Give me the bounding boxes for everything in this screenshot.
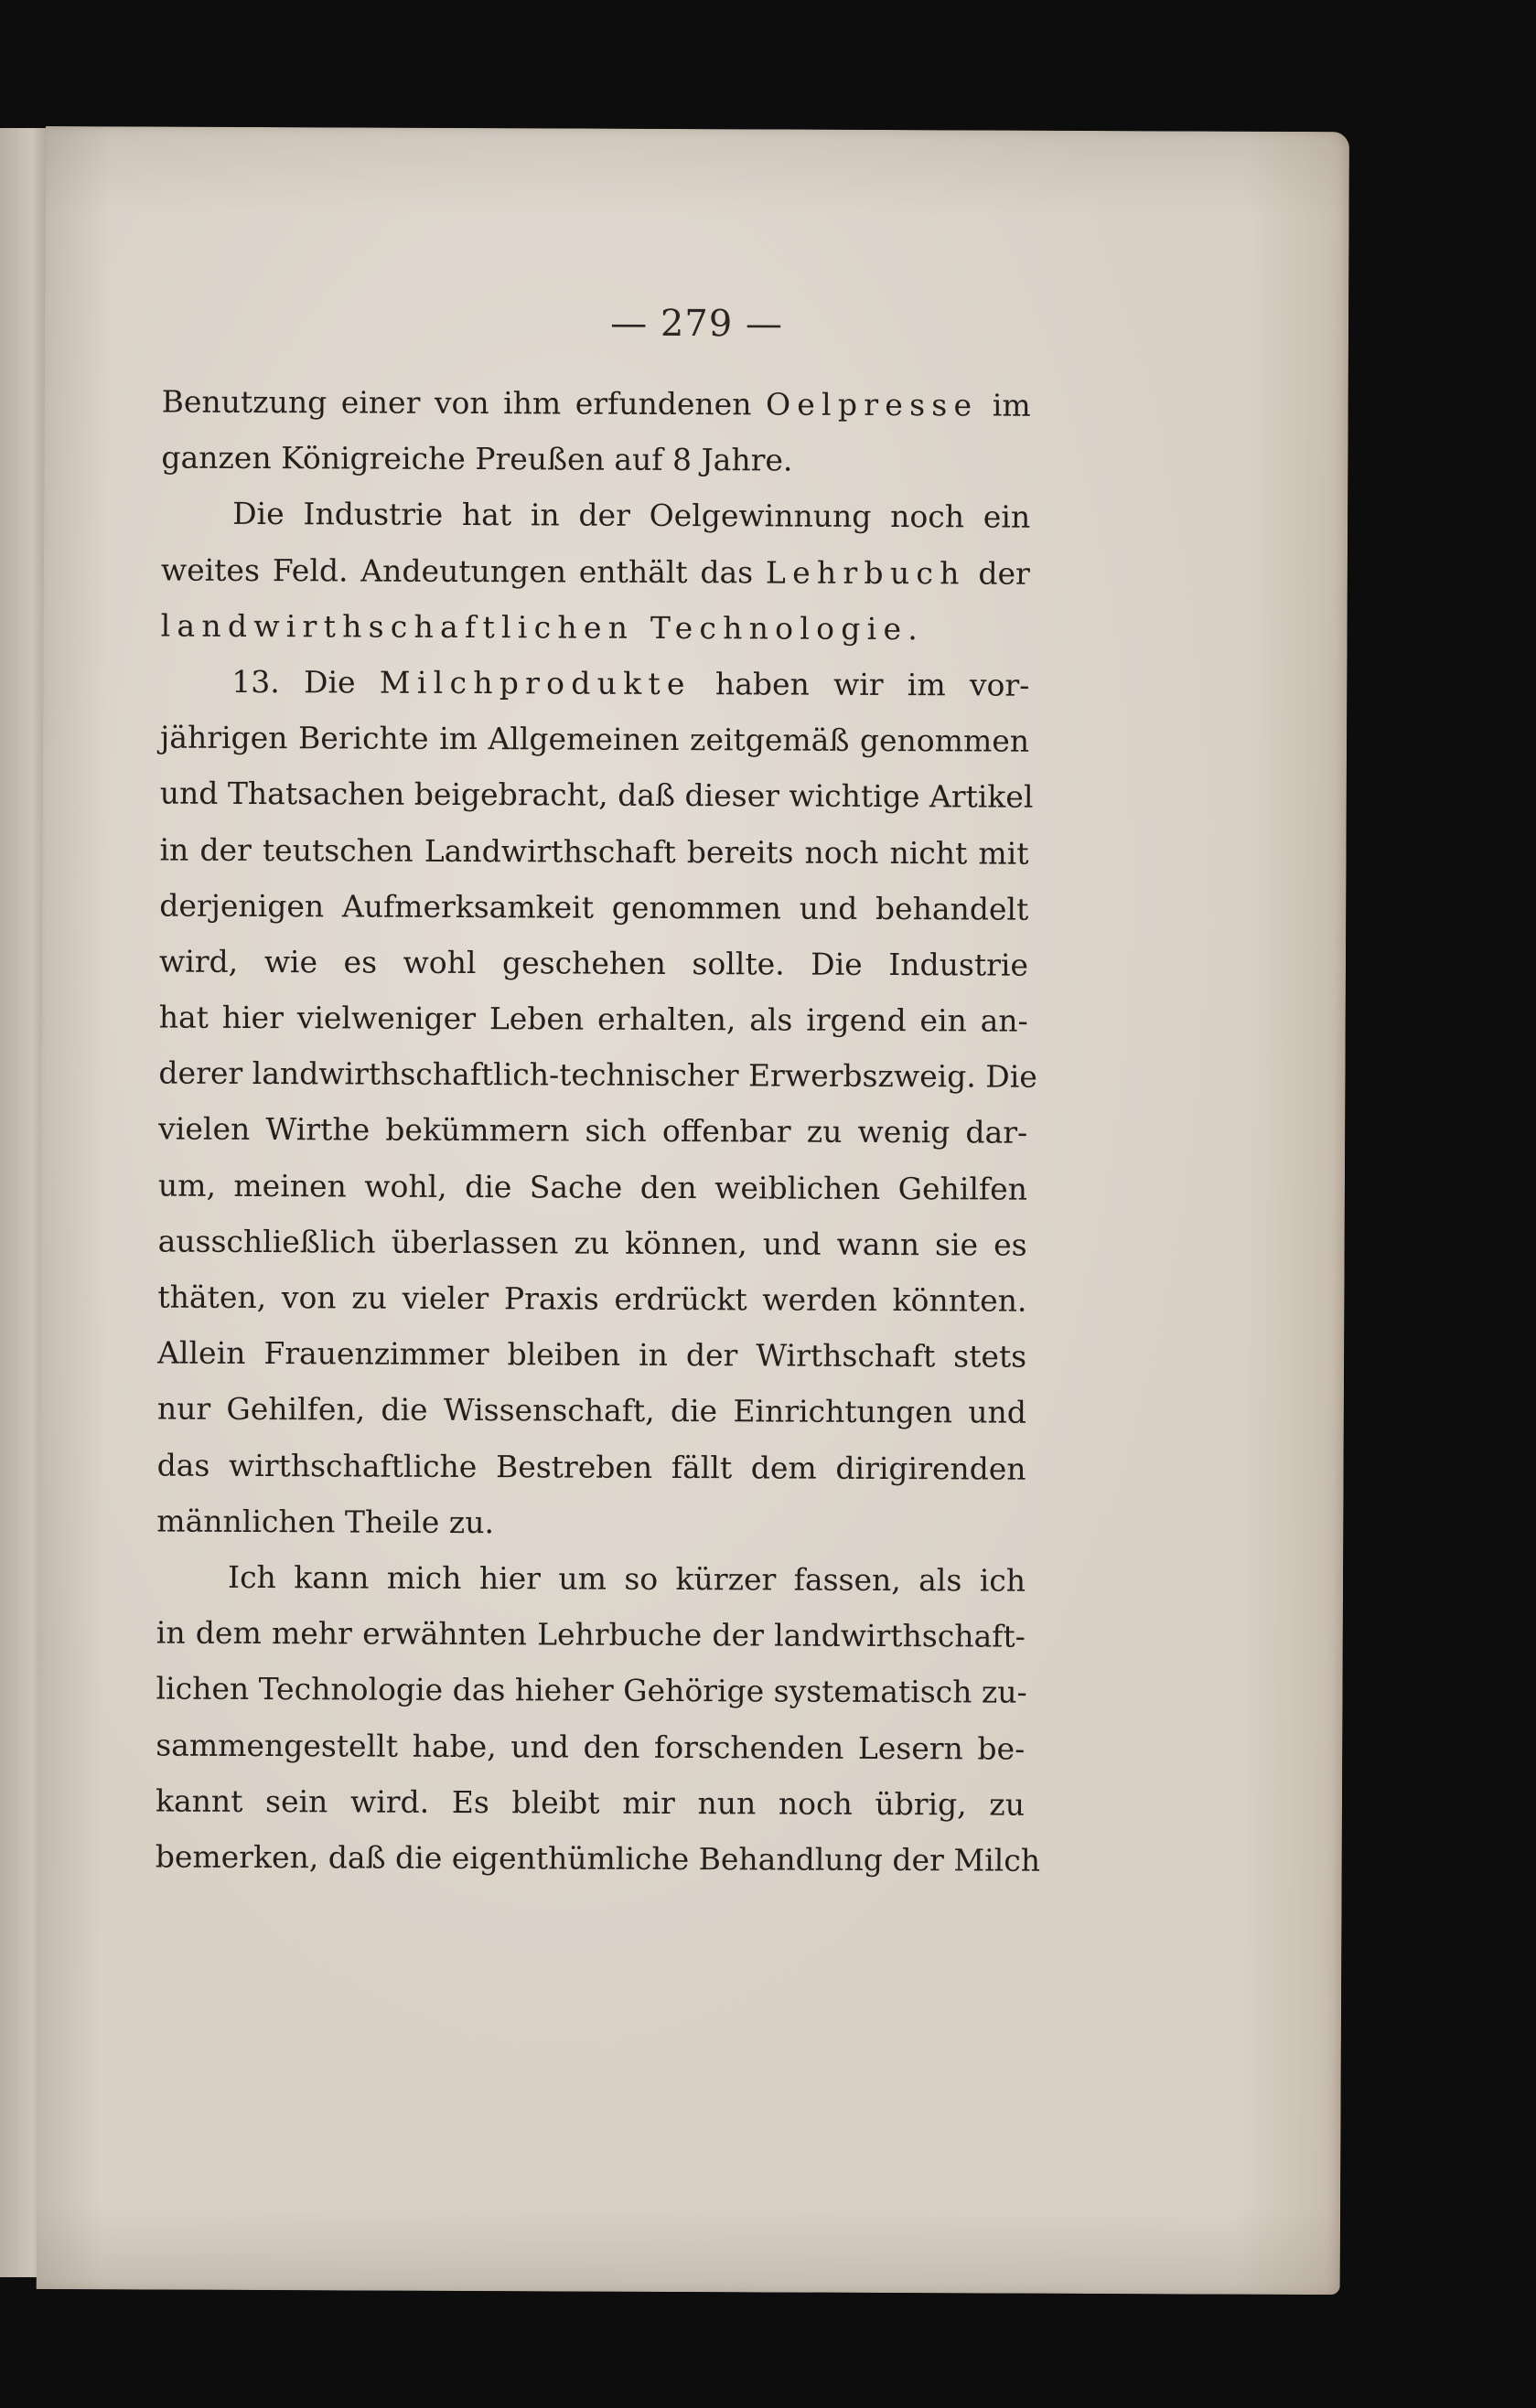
text-line (161, 541, 1030, 601)
text-run: das wirthschaftliche Bestreben fällt dem dirigirenden (156, 1447, 1026, 1487)
text-line (157, 1325, 1026, 1385)
text-run: der (965, 554, 1030, 592)
text-line (162, 374, 1031, 433)
text-line (156, 1717, 1025, 1776)
text-run: thäten, von zu vieler Praxis erdrückt werden könnten. (157, 1279, 1027, 1319)
text-line (158, 1045, 1037, 1105)
text-run: hat hier vielweniger Leben erhalten, als irgend ein an- (158, 999, 1028, 1039)
text-line (159, 765, 1034, 825)
text-run: kannt sein wird. Es bleibt mir nun noch übrig, zu (155, 1782, 1026, 1823)
text-run: vielen Wirthe bekümmern sich offenbar zu wenig dar- (158, 1110, 1028, 1151)
text-line (155, 1828, 1041, 1888)
text-line (159, 877, 1028, 936)
text-line (158, 1101, 1027, 1161)
text-run: jährigen Berichte im Allgemeinen zeitgemäß genommen (160, 719, 1030, 759)
text-line (158, 1213, 1027, 1272)
text-run: haben wir im vor- (691, 666, 1030, 703)
spaced-emphasis: Lehrbuch (765, 554, 966, 591)
text-line (161, 486, 1030, 545)
text-run: bemerken, daß die eigenthümliche Behandlung der Milch (155, 1838, 1041, 1878)
text-line (156, 1661, 1025, 1720)
text-run: um, meinen wohl, die Sache den weiblichen Gehilfen (157, 1167, 1028, 1207)
text-run: Die Industrie hat in der Oelgewinnung noch ein (232, 496, 1031, 536)
text-line (156, 1437, 1026, 1496)
text-run: wird, wie es wohl geschehen sollte. Die Industrie (158, 943, 1029, 983)
text-line (156, 1605, 1026, 1664)
text-line (160, 710, 1029, 769)
text-line (156, 1493, 1026, 1552)
text-run: in der teutschen Landwirthschaft bereits noch nicht mit (159, 831, 1029, 872)
spaced-emphasis: landwirthschaftlichen Technologie (160, 607, 908, 647)
text-run: derer landwirthschaftlich-technischer Erwerbszweig. Die (158, 1054, 1037, 1095)
text-line (157, 1269, 1026, 1329)
body-text (155, 374, 1041, 1889)
spaced-emphasis: Milchprodukte (379, 664, 692, 702)
text-run: nur Gehilfen, die Wissenschaft, die Einrichtungen und (156, 1390, 1026, 1431)
text-run: ausschließlich überlassen zu können, und wann sie es (157, 1223, 1027, 1263)
text-run: 13. Die (231, 663, 380, 701)
text-line (159, 933, 1028, 992)
text-run: und Thatsachen beigebracht, daß dieser wichtige Artikel (159, 775, 1034, 816)
text-run: . (908, 610, 918, 647)
spaced-emphasis: Oelpresse (765, 386, 979, 423)
text-run: Benutzung einer von ihm erfundenen (161, 383, 767, 423)
text-run: in dem mehr erwähnten Lehrbuche der landwirthschaft- (156, 1614, 1026, 1654)
text-line (156, 1772, 1025, 1832)
text-line (159, 821, 1028, 881)
book-page (37, 126, 1349, 2295)
text-line (157, 1381, 1026, 1440)
text-run: Ich kann mich hier um so kürzer fassen, als ich (227, 1558, 1026, 1599)
text-line (160, 597, 1029, 657)
text-run: männlichen Theile zu. (156, 1503, 495, 1540)
page-number: — 279 — (610, 302, 784, 346)
text-run: lichen Technologie das hieher Gehörige systematisch zu- (156, 1670, 1027, 1711)
text-run: Allein Frauenzimmer bleiben in der Wirthschaft stets (157, 1334, 1027, 1375)
text-run: ganzen Königreiche Preußen auf 8 Jahre. (161, 439, 793, 478)
text-line (160, 653, 1029, 712)
text-run: im (978, 387, 1031, 423)
text-run: derjenigen Aufmerksamkeit genommen und behandelt (159, 887, 1029, 927)
text-run: weites Feld. Andeutungen enthält das (160, 551, 767, 591)
text-run: sammengestellt habe, und den forschenden Lesern be- (156, 1727, 1026, 1767)
text-line (159, 990, 1028, 1049)
text-line (158, 1157, 1027, 1216)
text-line (156, 1548, 1026, 1608)
text-line (161, 430, 1030, 489)
